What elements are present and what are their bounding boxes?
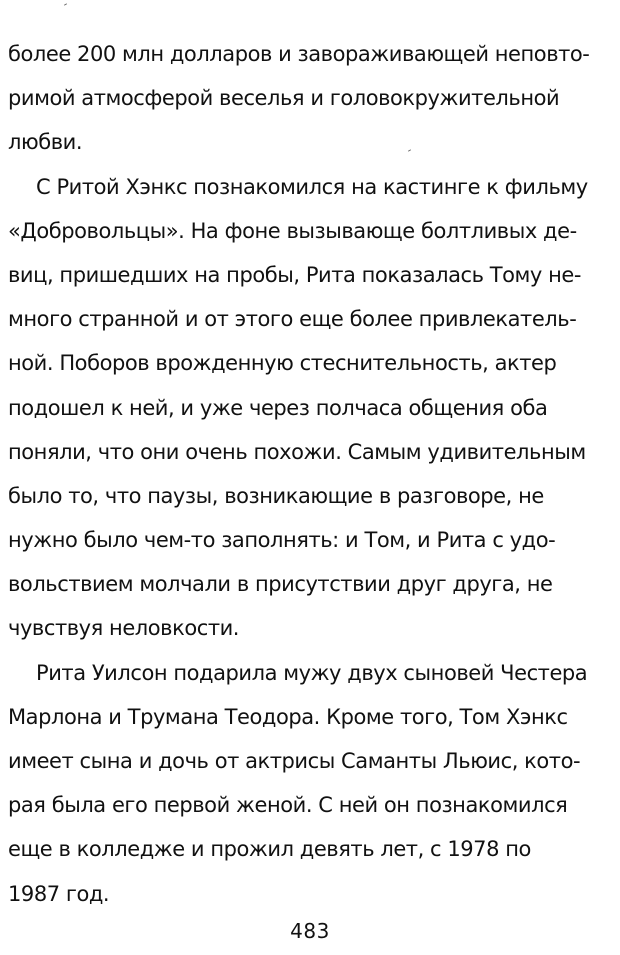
text-line: поняли, что они очень похожи. Самым удивительным xyxy=(8,439,586,464)
text-line: было то, что паузы, возникающие в разговоре, не xyxy=(8,483,544,508)
page-number: 483 xyxy=(290,919,330,943)
text-line: еще в колледже и прожил девять лет, с 1978 по xyxy=(8,837,531,862)
text-line: любви. xyxy=(8,130,83,155)
text-line: ной. Поборов врожденную стеснительность, актер xyxy=(8,351,557,376)
text-line: 1987 год. xyxy=(8,881,110,906)
text-line: Марлона и Трумана Теодора. Кроме того, Том Хэнкс xyxy=(8,704,568,729)
text-line: вольствием молчали в присутствии друг друга, не xyxy=(8,572,553,597)
text-line: рая была его первой женой. С ней он познакомился xyxy=(8,793,568,818)
text-line: римой атмосферой веселья и головокружительной xyxy=(8,86,560,111)
text-line: нужно было чем-то заполнять: и Том, и Рита с удо- xyxy=(8,528,556,553)
text-line: чувствуя неловкости. xyxy=(8,616,240,641)
text-line: виц, пришедших на пробы, Рита показалась Тому не- xyxy=(8,262,582,287)
scan-speck xyxy=(64,3,67,5)
text-line: «Добровольцы». На фоне вызывающе болтливых де- xyxy=(8,218,577,243)
paragraph-first-line: С Ритой Хэнкс познакомился на кастинге к фильму xyxy=(36,174,588,199)
body-text xyxy=(8,32,612,916)
paragraph-first-line: Рита Уилсон подарила мужу двух сыновей Честера xyxy=(36,660,588,685)
text-line: много странной и от этого еще более привлекатель- xyxy=(8,307,577,332)
text-line: имеет сына и дочь от актрисы Саманты Льюис, кото- xyxy=(8,749,581,773)
text-line: подошел к ней, и уже через полчаса общения оба xyxy=(8,395,548,420)
text-line: более 200 млн долларов и завораживающей неповто- xyxy=(8,42,590,66)
